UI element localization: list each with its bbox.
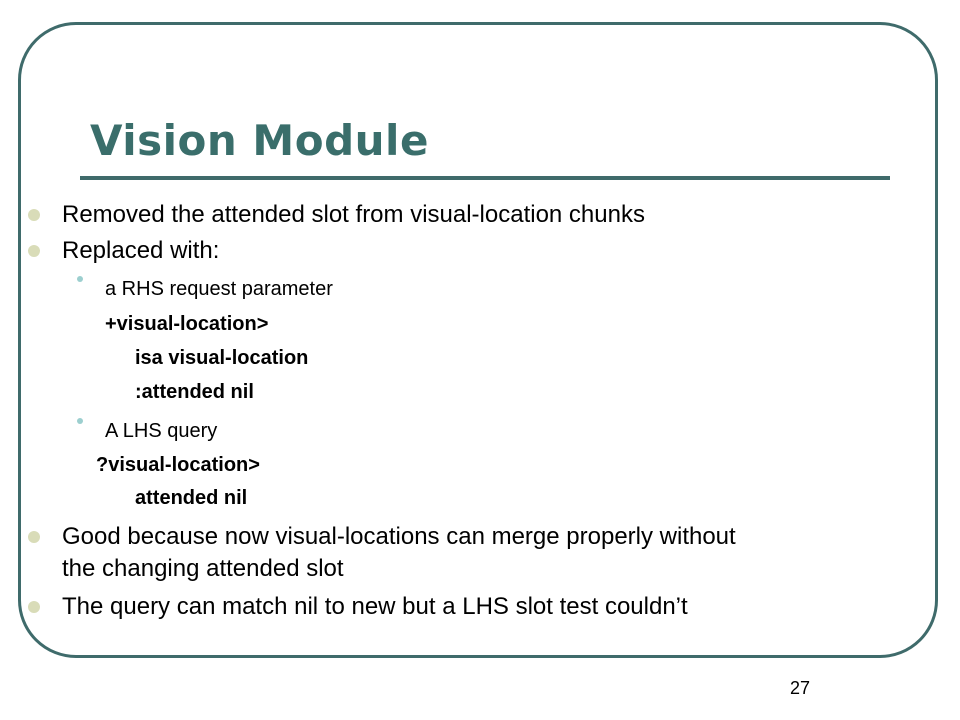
bullet-item [62, 522, 736, 552]
bullet-text: The query can match nil to new but a LHS slot test couldn’t [62, 593, 688, 620]
title-underline [80, 176, 890, 180]
slide-title: Vision Module [90, 116, 429, 165]
bullet-continuation [62, 554, 344, 584]
page-number: 27 [790, 678, 811, 698]
code-line: ?visual-location> [96, 454, 260, 476]
sub-bullet-dot-icon [77, 418, 83, 424]
bullet-dot-icon [28, 209, 40, 221]
bullet-text: the changing attended slot [62, 555, 344, 582]
sub-bullet-text: A LHS query [105, 420, 218, 442]
sub-bullet-dot-icon [77, 276, 83, 282]
bullet-dot-icon [28, 531, 40, 543]
bullet-dot-icon [28, 601, 40, 613]
bullet-item [62, 592, 688, 622]
code-line: attended nil [135, 487, 248, 509]
sub-bullet-text: a RHS request parameter [105, 278, 333, 300]
bullet-text: Removed the attended slot from visual-location chunks [62, 201, 645, 228]
bullet-text: Good because now visual-locations can merge properly without [62, 523, 736, 550]
sub-bullet-item [105, 276, 333, 302]
bullet-text: Replaced with: [62, 237, 220, 264]
code-line: isa visual-location [135, 347, 309, 369]
sub-bullet-item [105, 418, 217, 444]
bullet-item [62, 200, 645, 230]
bullet-item [62, 236, 219, 266]
bullet-dot-icon [28, 245, 40, 257]
code-line: :attended nil [135, 381, 254, 403]
code-line: +visual-location> [105, 313, 269, 335]
